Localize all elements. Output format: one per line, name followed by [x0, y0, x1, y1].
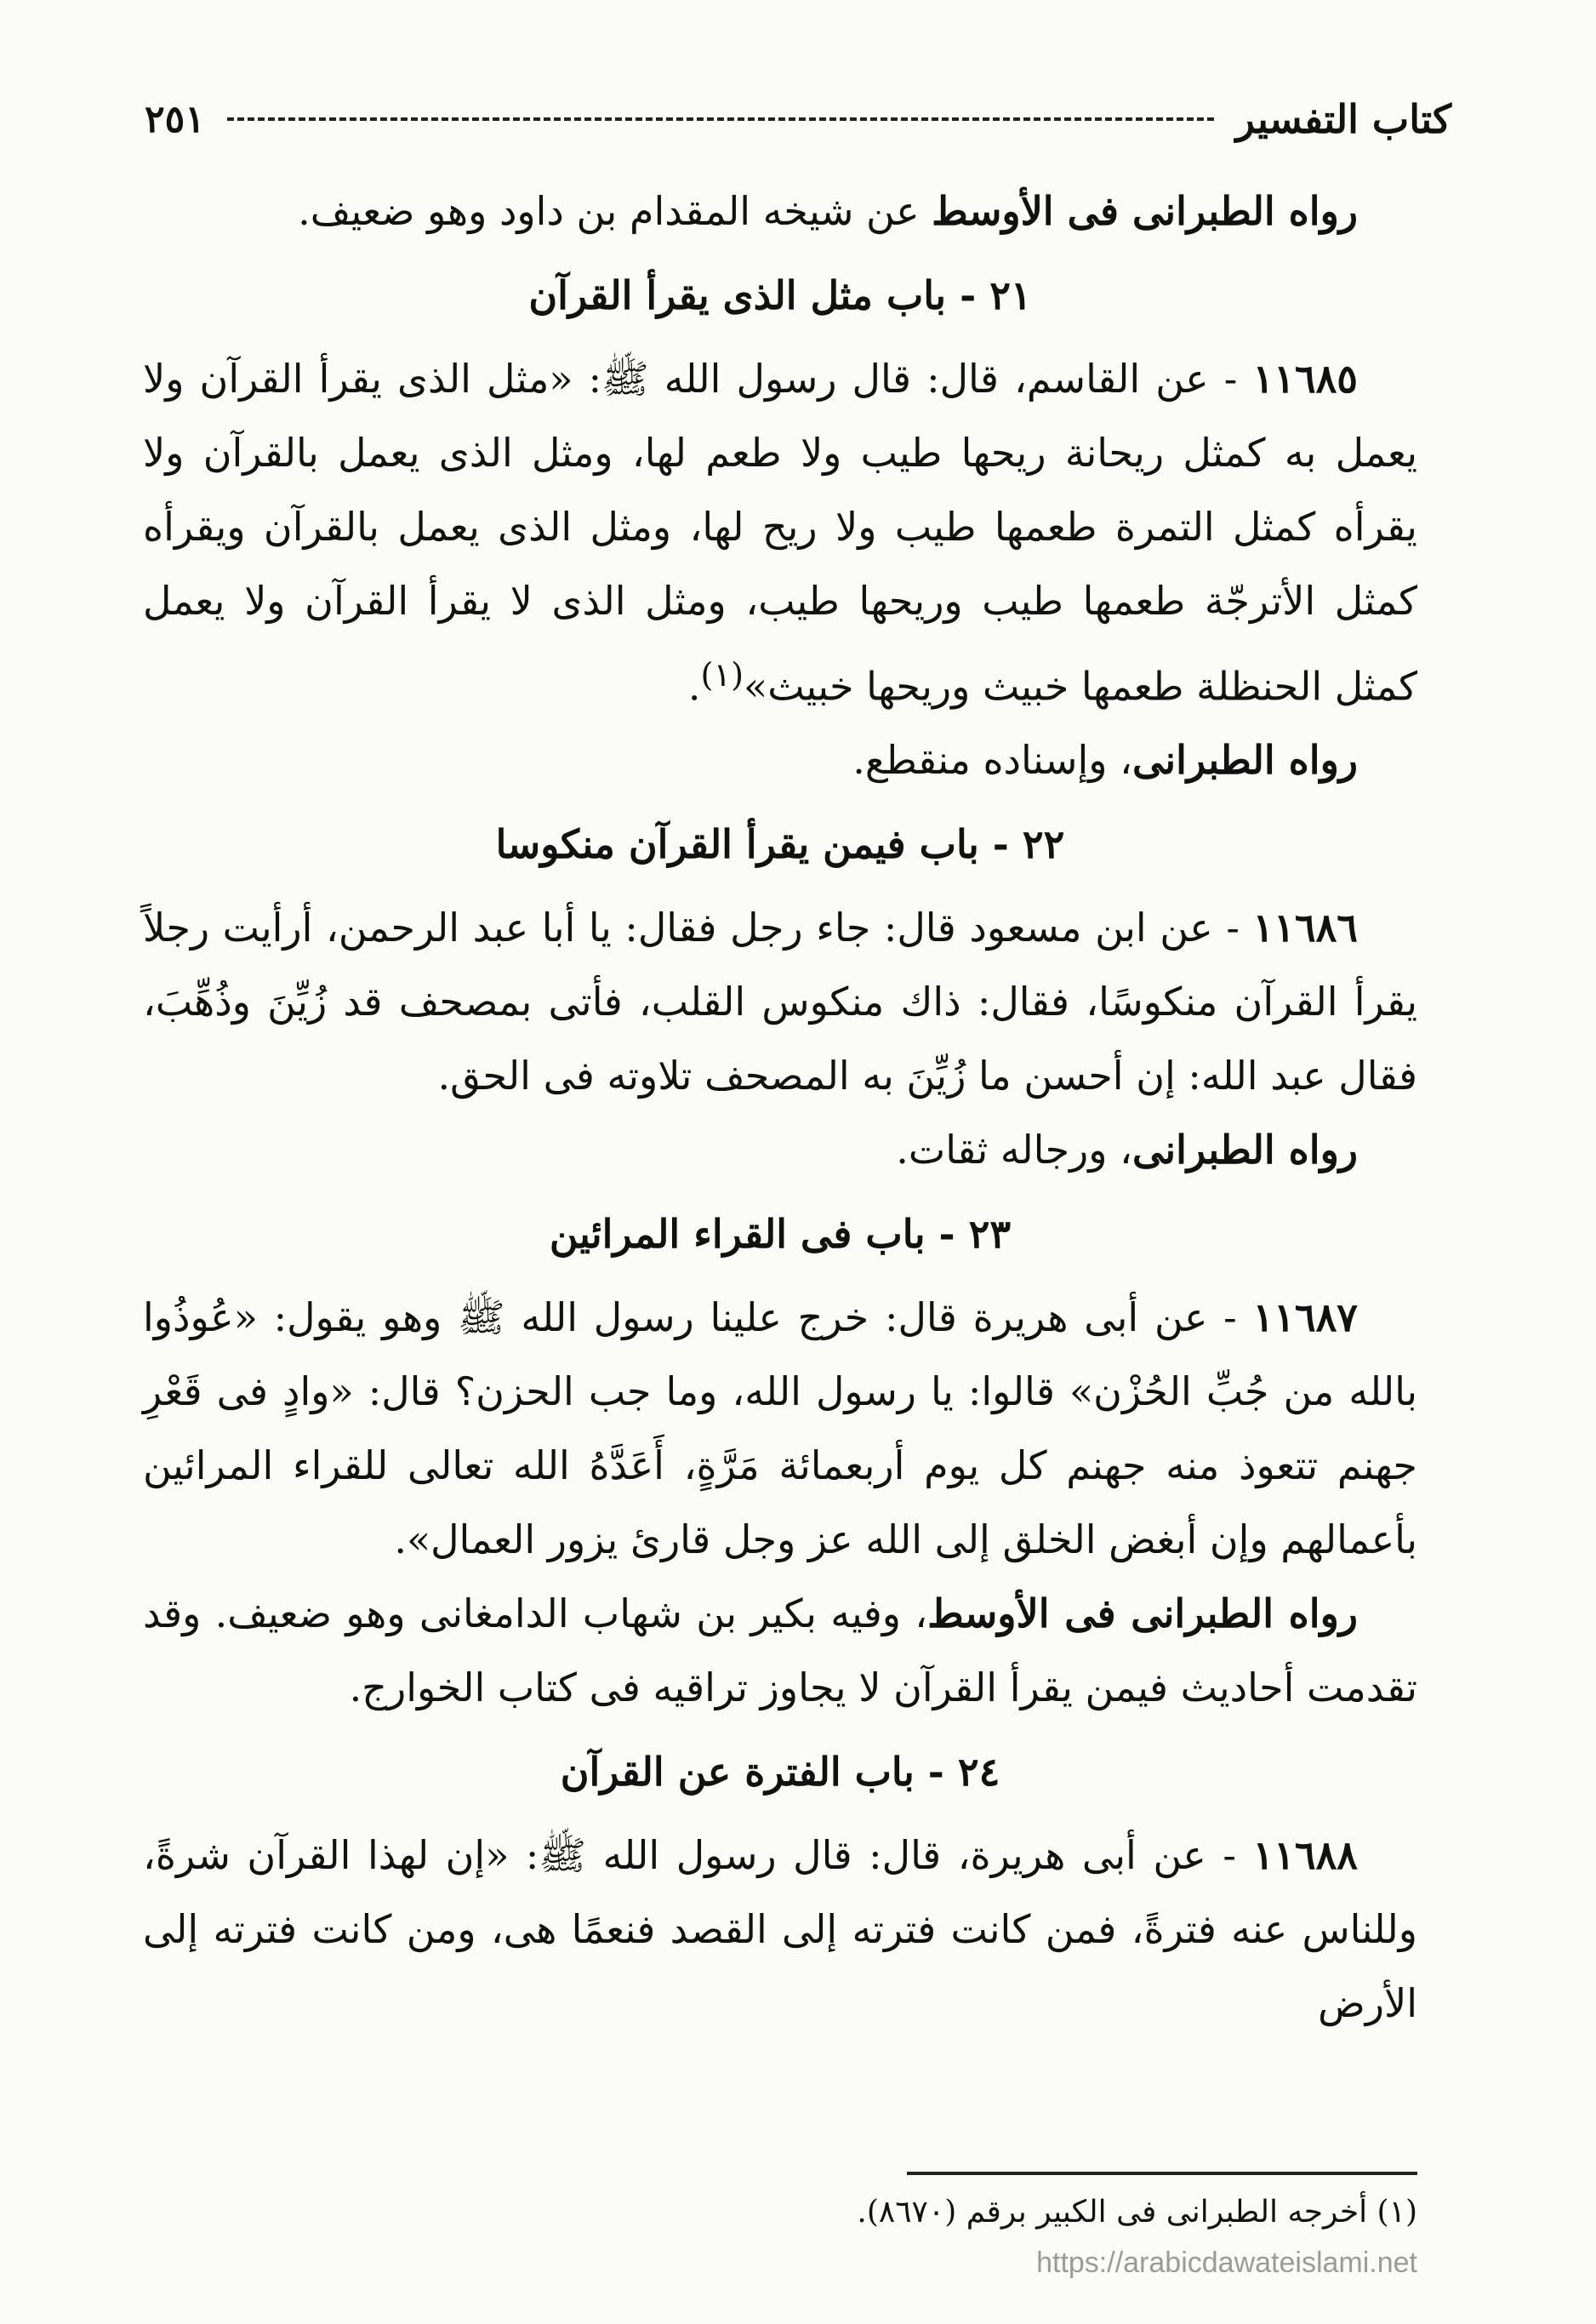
intro-paragraph [143, 174, 1417, 248]
footnote-divider [907, 2172, 1417, 2175]
source-label: رواه الطبرانى [1131, 737, 1358, 784]
section-heading-21: ٢١ - باب مثل الذى يقرأ القرآن [528, 272, 1032, 318]
source-label: رواه الطبرانى فى الأوسط [927, 1590, 1358, 1637]
source-label: رواه الطبرانى [1131, 1127, 1358, 1173]
section-heading-23: ٢٣ - باب فى القراء المرائين [549, 1211, 1012, 1258]
page-header [145, 85, 1451, 153]
section-heading-22: ٢٢ - باب فيمن يقرأ القرآن منكوسا [495, 821, 1065, 868]
page-number: ٢٥١ [145, 97, 205, 141]
hadith-text: - عن القاسم، قال: قال رسول الله ﷺ: «مثل الذى يقرأ القرآن ولا يعمل به كمثل ريحانة ريحها طيب ولا طعم لها، ومثل الذى يعمل بالقرآن ولا يقرأه كمثل التمرة طعمها طيب ولا ريح لها، ومثل الذى يعمل بالقرآن ويقرأه كمثل الأترجّة طعمها طيب وريحها طيب، ومثل الذى لا يقرأ القرآن ولا يعمل كمثل الحنظلة طعمها خبيث وريحها خبيث» [143, 356, 1417, 710]
footnote-marker: (١) [700, 656, 744, 694]
footnote: (١) أخرجه الطبرانى فى الكبير برقم (٨٦٧٠). [857, 2195, 1417, 2230]
hadith-text-end: . [687, 663, 701, 710]
hadith-number: ١١٦٨٨ [1252, 1832, 1358, 1879]
hadith-11687-source [143, 1577, 1417, 1725]
hadith-11685 [143, 342, 1417, 723]
chapter-title: كتاب التفسير [1235, 96, 1451, 142]
hadith-text: - عن أبى هريرة قال: خرج علينا رسول الله ﷺ وهو يقول: «عُوذُوا بالله من جُبِّ الحُزْن» قالوا: يا رسول الله، وما جب الحزن؟ قال: «وادٍ فى قَعْرِ جهنم تتعوذ منه جهنم كل يوم أربعمائة مَرَّةٍ، أَعَدَّهُ الله تعالى للقراء المرائين بأعمالهم وإن أبغض الخلق إلى الله عز وجل قارئ يزور العمال». [143, 1294, 1417, 1563]
section-heading-24: ٢٤ - باب الفترة عن القرآن [560, 1749, 1000, 1796]
hadith-number: ١١٦٨٥ [1252, 356, 1358, 402]
page-body [143, 174, 1417, 2041]
hadith-11687 [143, 1281, 1417, 1577]
hadith-11686 [143, 891, 1417, 1113]
source-text: ، ورجاله ثقات. [896, 1127, 1132, 1173]
hadith-number: ١١٦٨٧ [1252, 1294, 1358, 1341]
source-text: ، وفيه بكير بن شهاب الدامغانى وهو ضعيف. وقد تقدمت أحاديث فيمن يقرأ القرآن لا يجاوز تراقيه فى كتاب الخوارج. [143, 1590, 1417, 1711]
hadith-11688 [143, 1819, 1417, 2041]
source-text: ، وإسناده منقطع. [852, 737, 1132, 784]
hadith-text: - عن أبى هريرة، قال: قال رسول الله ﷺ: «إن لهذا القرآن شرةً، وللناس عنه فترةً، فمن كانت فترته إلى القصد فنعمًا هى، ومن كانت فترته إلى الأرض [143, 1832, 1417, 2027]
hadith-11686-source [143, 1113, 1417, 1187]
hadith-number: ١١٦٨٦ [1252, 905, 1358, 951]
paragraph-text: عن شيخه المقدام بن داود وهو ضعيف. [298, 188, 932, 234]
hadith-text: - عن ابن مسعود قال: جاء رجل فقال: يا أبا عبد الرحمن، أرأيت رجلاً يقرأ القرآن منكوسًا، فقال: ذاك منكوس القلب، فأتى بمصحف قد زُيِّنَ وذُهِّبَ، فقال عبد الله: إن أحسن ما زُيِّنَ به المصحف تلاوته فى الحق. [143, 905, 1417, 1099]
hadith-11685-source [143, 723, 1417, 797]
watermark-url: https://arabicdawateislami.net [1036, 2247, 1417, 2279]
header-dashed-rule [227, 117, 1214, 121]
source-label: رواه الطبرانى فى الأوسط [932, 188, 1358, 234]
